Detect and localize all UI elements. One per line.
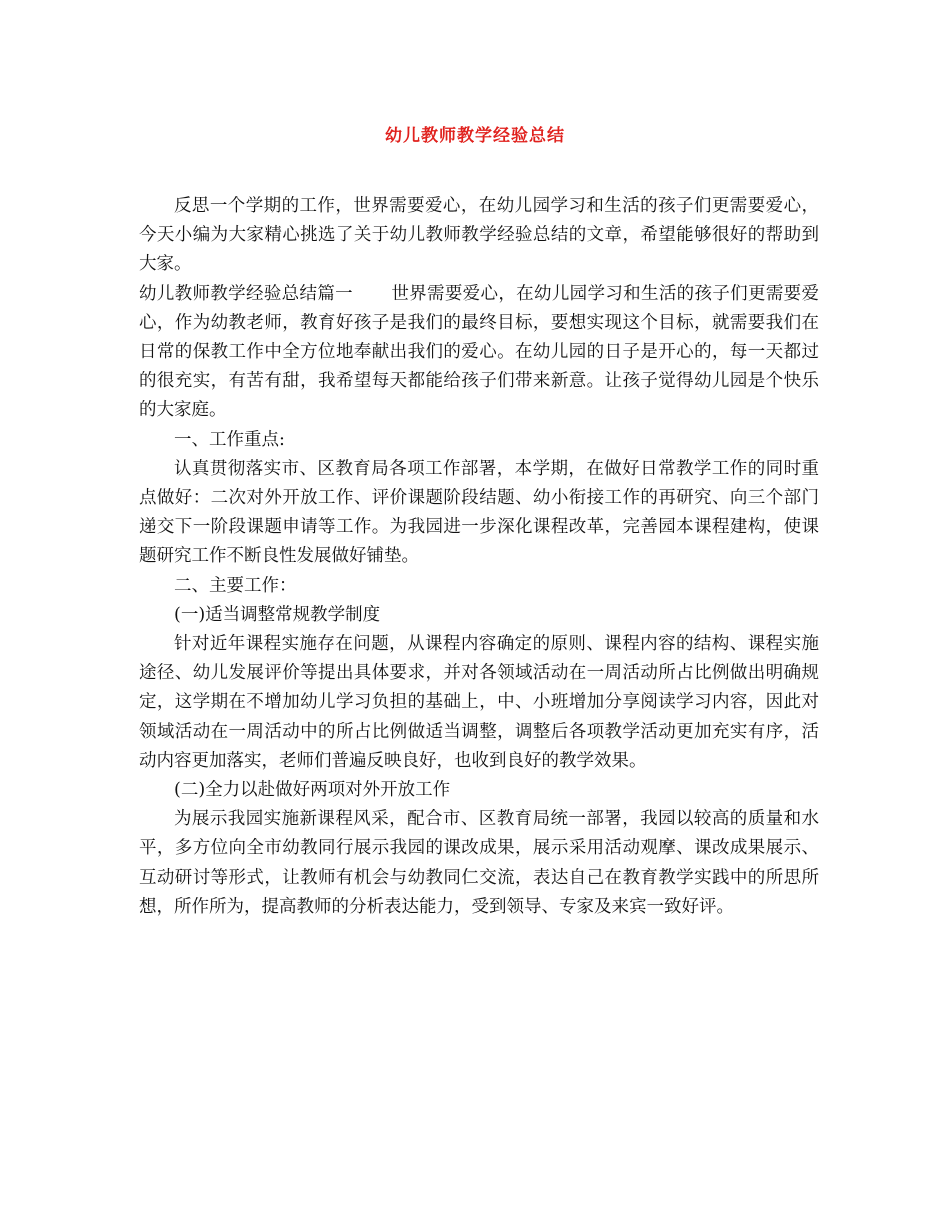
- section-opening-text: 世界需要爱心，在幼儿园学习和生活的孩子们更需要爱心，作为幼教老师，教育好孩子是我们的最终目标，要想实现这个目标，就需要我们在日常的保教工作中全方位地奉献出我们的爱心。在幼儿园的日子是开心的，每一天都过的很充实，有苦有甜，我希望每天都能给孩子们带来新意。让孩子觉得幼儿园是个快乐的大家庭。: [139, 283, 819, 421]
- open-work-paragraph: 为展示我园实施新课程风采，配合市、区教育局统一部署，我园以较高的质量和水平，多方位向全市幼教同行展示我园的课改成果，展示采用活动观摩、课改成果展示、互动研讨等形式，让教师有机会与幼教同仁交流，表达自己在教育教学实践中的所思所想，所作所为，提高教师的分析表达能力，受到领导、专家及来宾一致好评。: [139, 809, 819, 917]
- sub-heading-teaching-system: (一)适当调整常规教学制度: [174, 604, 381, 625]
- teaching-system-paragraph: 针对近年课程实施存在问题，从课程内容确定的原则、课程内容的结构、课程实施途径、幼儿发展评价等提出具体要求，并对各领域活动在一周活动所占比例做出明确规定，这学期在不增加幼儿学习负担的基础上，中、小班增加分享阅读学习内容，因此对领域活动在一周活动中的所占比例做适当调整，调整后各项教学活动更加充实有序，活动内容更加落实，老师们普遍反映良好，也收到良好的教学效果。: [139, 634, 819, 771]
- document-title: 幼儿教师教学经验总结: [385, 126, 565, 146]
- work-focus-paragraph: 认真贯彻落实市、区教育局各项工作部署，本学期，在做好日常教学工作的同时重点做好：二次对外开放工作、评价课题阶段结题、幼小衔接工作的再研究、向三个部门递交下一阶段课题申请等工作。为我园进一步深化课程改革，完善园本课程建构，使课题研究工作不断良性发展做好铺垫。: [139, 458, 819, 567]
- section-heading: 幼儿教师教学经验总结篇一: [139, 283, 353, 304]
- sub-heading-open-work: (二)全力以赴做好两项对外开放工作: [174, 780, 451, 801]
- document-body: [139, 192, 819, 922]
- intro-paragraph: 反思一个学期的工作，世界需要爱心，在幼儿园学习和生活的孩子们更需要爱心，今天小编为大家精心挑选了关于幼儿教师教学经验总结的文章，希望能够很好的帮助到大家。: [139, 196, 819, 275]
- section-paragraph: [139, 280, 819, 426]
- heading-work-focus: 一、工作重点:: [174, 429, 285, 450]
- heading-main-work: 二、主要工作：: [174, 575, 297, 596]
